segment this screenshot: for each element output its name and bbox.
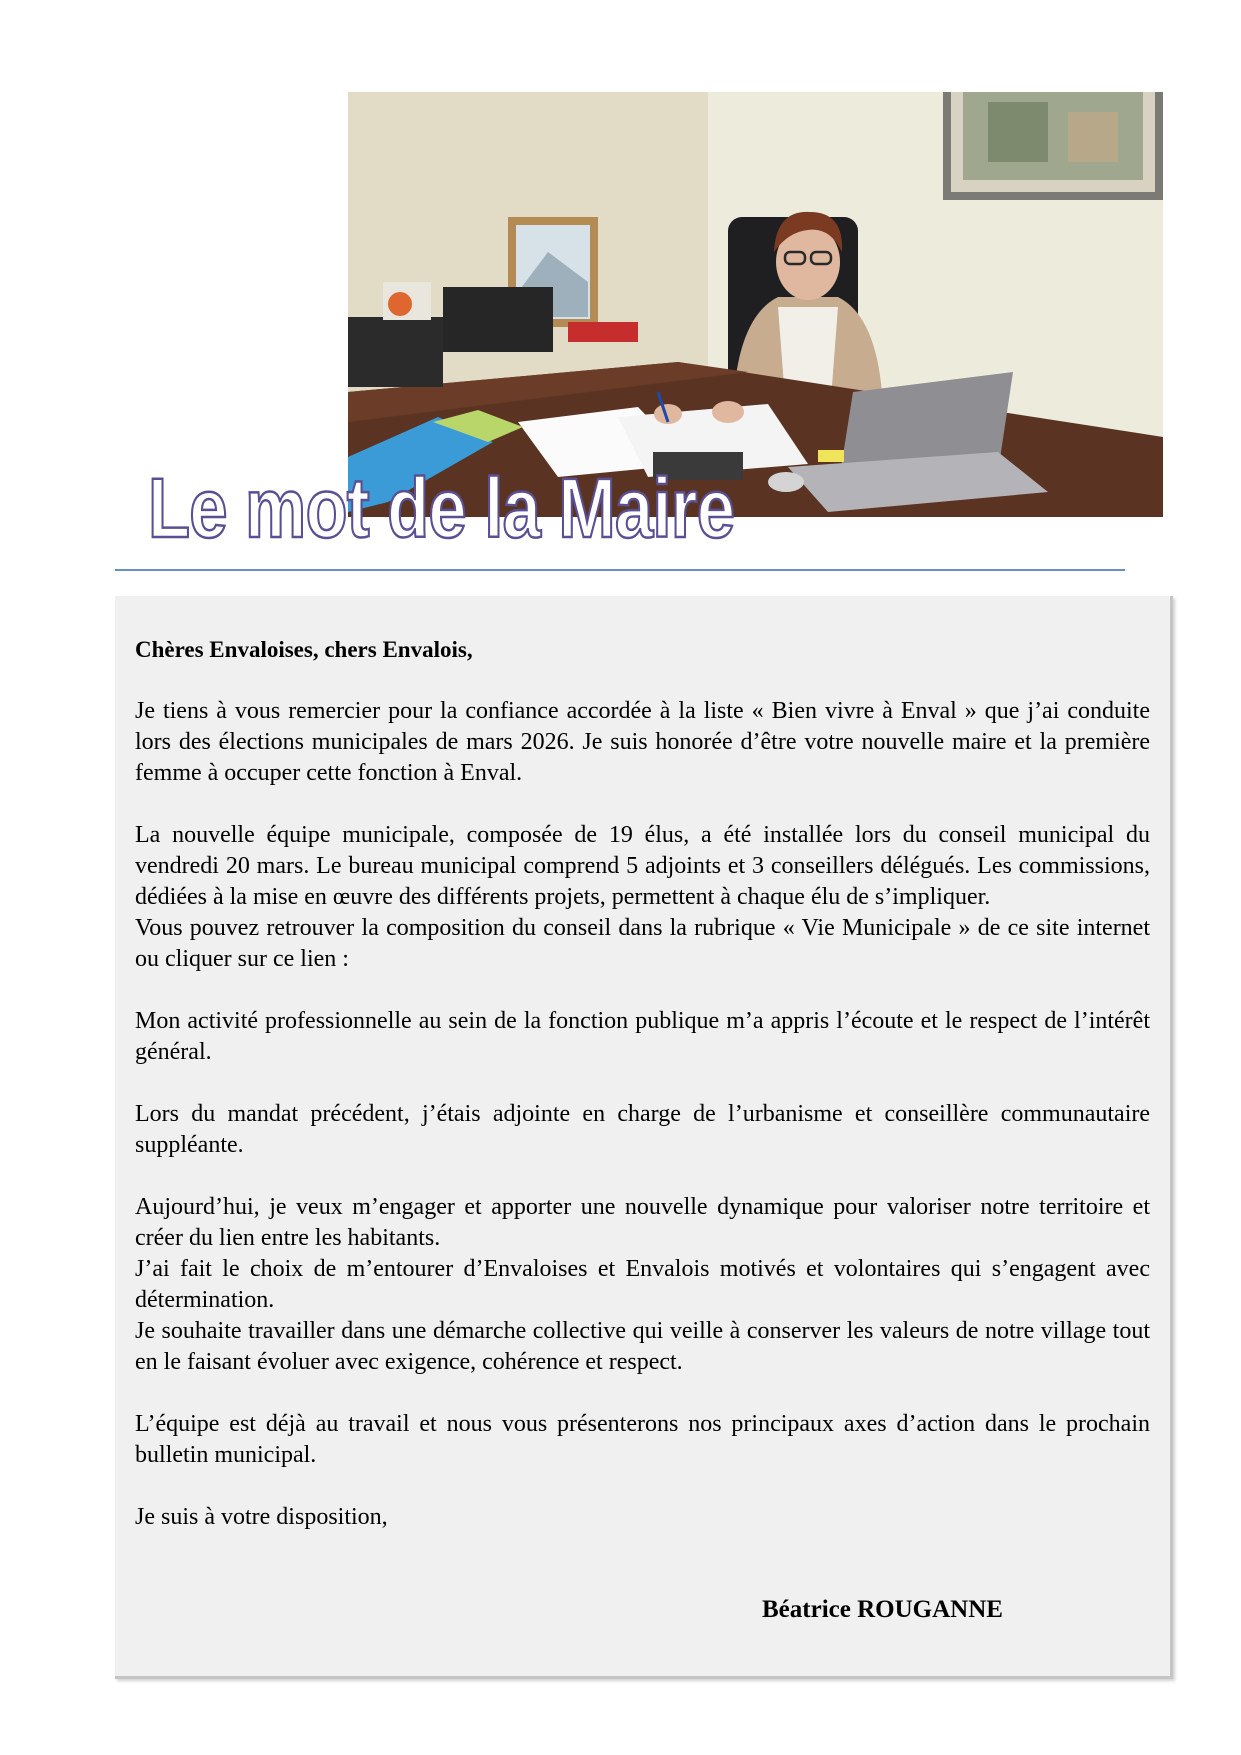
letter-paragraph: Je souhaite travailler dans une démarche collective qui veille à conserver les valeurs de notre village tout en le faisant évoluer avec exigence, cohérence et respect. [135,1318,1150,1375]
letter-paragraph: L’équipe est déjà au travail et nous vous présenterons nos principaux axes d’action dans le prochain bulletin municipal. [135,1411,1150,1468]
letter-paragraph: Vous pouvez retrouver la composition du conseil dans la rubrique « Vie Municipale » de ce site internet ou cliquer sur ce lien : [135,915,1150,972]
letter-greeting: Chères Envaloises, chers Envalois, [135,637,473,662]
signature: Béatrice ROUGANNE [762,1596,1003,1623]
mayor-letter [115,596,1173,1679]
letter-body [135,634,1150,1564]
letter-closing: Je suis à votre disposition, [135,1504,388,1530]
mayor-at-desk-photo [348,92,1163,517]
letter-paragraph: Lors du mandat précédent, j’étais adjointe en charge de l’urbanisme et conseillère communautaire suppléante. [135,1101,1150,1158]
page-title: Le mot de la Maire [148,461,735,555]
letter-paragraph: Mon activité professionnelle au sein de la fonction publique m’a appris l’écoute et le respect de l’intérêt général. [135,1008,1150,1065]
letter-paragraph: J’ai fait le choix de m’entourer d’Envaloises et Envalois motivés et volontaires qui s’engagent avec détermination. [135,1256,1150,1313]
title-divider [115,569,1125,571]
letter-paragraph: Aujourd’hui, je veux m’engager et apporter une nouvelle dynamique pour valoriser notre territoire et créer du lien entre les habitants. [135,1194,1150,1251]
letter-paragraph: Je tiens à vous remercier pour la confiance accordée à la liste « Bien vivre à Enval » que j’ai conduite lors des élections municipales de mars 2026. Je suis honorée d’être votre nouvelle maire et la première femme à occuper cette fonction à Enval. [135,698,1150,786]
letter-paragraph: La nouvelle équipe municipale, composée de 19 élus, a été installée lors du conseil municipal du vendredi 20 mars. Le bureau municipal comprend 5 adjoints et 3 conseillers délégués. Les commissions, dédiées à la mise en œuvre des différents projets, permettent à chaque élu de s’impliquer. [135,822,1150,910]
